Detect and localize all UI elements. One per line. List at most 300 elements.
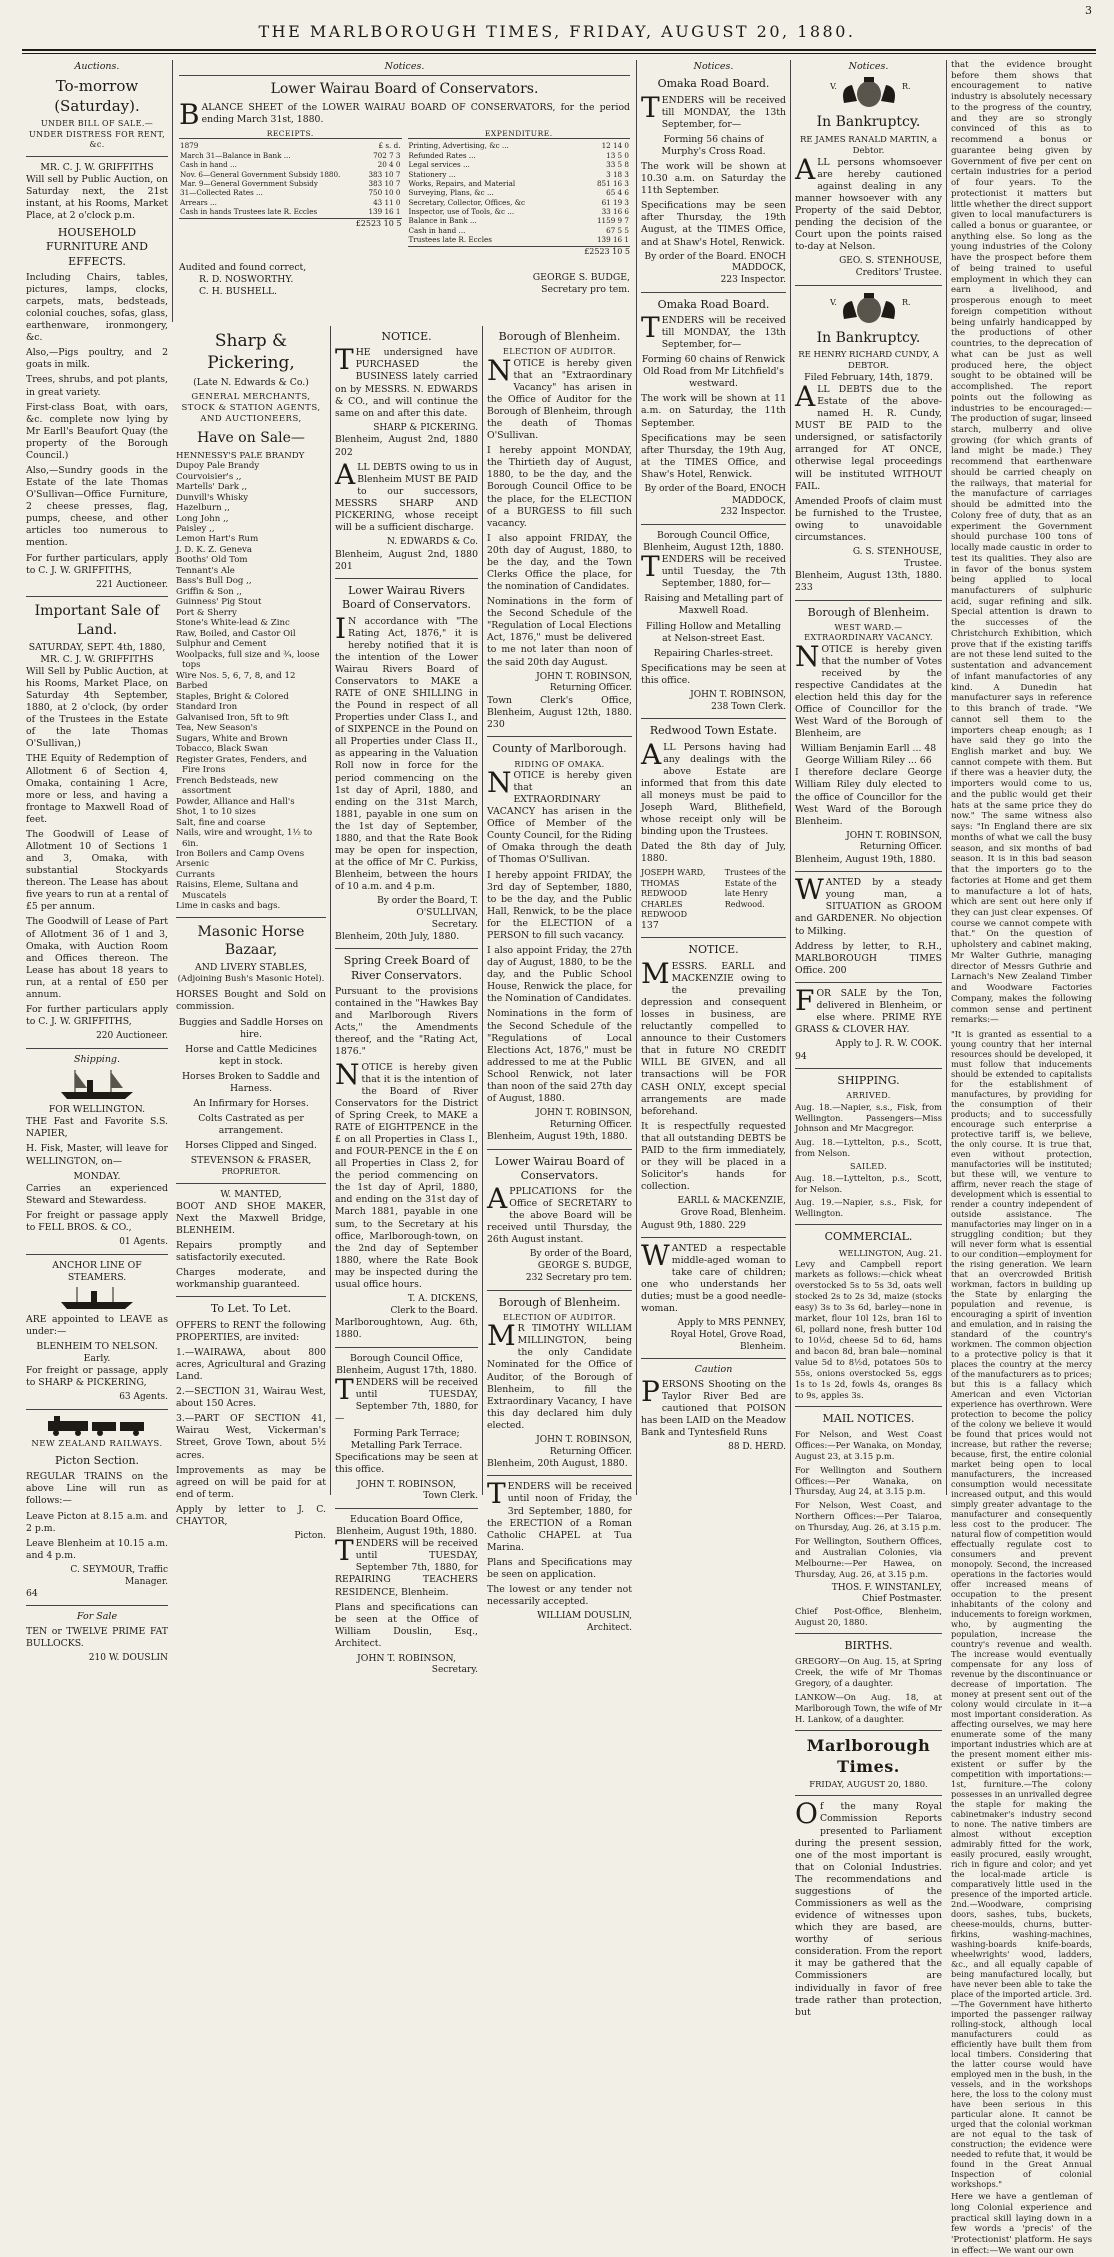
receipts-table [179,141,402,216]
news-dateline: WELLINGTON, Aug. 21. [838,1247,942,1258]
notice-text: Repairing Charles-street. [653,647,774,659]
notice-signature: EARLL & MACKENZIE, [677,1196,786,1207]
trustee-name: THOMAS REDWOOD [641,878,688,899]
ad-text: OFFERS to RENT the following PROPERTIES, are invited: [176,1319,326,1343]
ad-text: For further particulars, apply to C. J. W. GRIFFITHS, [26,552,168,576]
notice-signature: Trustee. [904,558,942,569]
notice-date: Chief Post-Office, Blenheim, August 20, 1880. [795,1606,942,1628]
notice-title: Borough of Blenheim. [498,330,621,343]
column-notices-b [482,326,636,1633]
divider [795,600,942,601]
divider [176,1183,326,1184]
divider [26,1254,168,1255]
notice-signature: GEO. S. STENHOUSE, [839,256,942,267]
notice-title: Borough of Blenheim. [498,1295,621,1309]
notice-date: Blenheim, 20th August, 1880. [487,1458,628,1470]
editorial-text: Of the many Royal Commission Reports presented to Parliament during the present session, one of the most important is that on Colonial Industries. The recommendations and suggestions of the Commissioners as well as the evidence of witnesses upon which they are based, are worthy of serious consideration. From the report it may be gathered that the Commissioners are individually in favor of free trade rather than protection, but [795,1797,942,2018]
account-amount: 851 16 3 [596,178,629,188]
ad-signature: STEVENSON & FRASER, [190,1155,312,1167]
notice-signature: 223 Inspector. [720,274,786,285]
goods-item: Martells' Dark ,, [176,482,248,493]
notice-text: Forming Park Terrace; [353,1428,460,1439]
notice-text: WANTED a respectable middle-aged woman to take care of children; one who understands her duties; must be a good needle-woman. [641,1238,786,1315]
ad-text: Improvements as may be agreed on will be paid for at end of term. [176,1464,326,1500]
goods-item: Powder, Alliance and Hall's [176,796,295,807]
svg-text:V.: V. [829,297,837,307]
goods-item: Staples, Bright & Colored [176,691,289,702]
news-text: For Wellington and Southern Offices:—Per Wanaka, on Thursday, Aug 24, at 3.15 p.m. [795,1464,942,1497]
account-item: Balance in Bank ... [408,216,477,226]
svg-text:R.: R. [901,82,911,92]
page-number: 3 [1085,4,1092,17]
notice-text: TENDERS will be received until TUESDAY, September 7th, 1880, for REPAIRING TEACHERS RESIDENCE, Blenheim. [335,1534,478,1598]
account-row [408,235,631,244]
goods-item: Arsenic [176,859,209,870]
notice-signature: Architect. [587,1622,632,1633]
notice-text: THE undersigned have PURCHASED the BUSINESS lately carried on by MESSRS. N. EDWARDS & CO., and will continue the same on and after this date. [335,343,478,419]
notice-title: Caution [694,1364,733,1376]
notice-text: The work will be shown at 11 a.m. on Saturday, the 11th September. [641,393,786,429]
account-item: Mar. 9—General Government Subsidy [180,178,318,188]
goods-item: Sulphur and Cement [176,639,267,650]
ad-text: The Goodwill of Lease of Allotment 10 of Sections 1 and 3, Omaka, with substantial Stockyards thereon. The Lease has about five years to run at a rental of £5 per annum. [26,828,168,913]
goods-item: Wire Nos. 5, 6, 7, 8, and 12 [176,670,296,681]
account-item: Cash in hand ... [180,160,237,170]
notice-subtitle: ELECTION OF AUDITOR. [503,1312,616,1322]
ad-text: Horse and Cattle Medicines kept in stock. [185,1043,317,1067]
ad-text: Leave Blenheim at 10.15 a.m. and 4 p.m. [26,1537,168,1561]
audit-text: Audited and found correct, [179,261,307,273]
goods-item: Currants [176,869,215,880]
ad-text: For freight or passage apply to FELL BROS. & CO., [26,1209,168,1233]
notice-title: Redwood Town Estate. [649,724,778,738]
ad-headline: Important Sale of Land. [34,603,160,638]
ad-text: Leave Picton at 8.15 a.m. and 2 p.m. [26,1510,168,1534]
news-heading: SHIPPING. [837,1073,900,1087]
notice-date: Blenheim, August 12th, 1880. [643,542,784,554]
news-text: GREGORY—On Aug. 15, at Spring Creek, the wife of Mr Thomas Gregory, of a daughter. [795,1656,942,1689]
firm-trade: GENERAL MERCHANTS, STOCK & STATION AGENTS, AND AUCTIONEERS, [181,392,321,425]
goods-list [176,451,326,912]
notice-text: Specifications may be seen at this office. [641,662,786,686]
newspaper-title: THE MARLBOROUGH TIMES, FRIDAY, AUGUST 20, 1880. [258,22,856,41]
news-heading: BIRTHS. [844,1639,893,1653]
notice-text: Nominations in the form of the Second Schedule of the "Regulation of Local Elections Act, 1876," must be delivered to me not later than noon of the said 20th day August. [487,596,632,668]
goods-item: HENNESSY'S PALE BRANDY [176,450,305,461]
notice-signature: Secretary. [431,919,478,930]
notice-signature: JOHN T. ROBINSON, [356,1479,457,1491]
account-item: Inspector, use of Tools, &c ... [408,206,515,216]
section-heading: Notices. [693,61,734,72]
goods-item: Lime in casks and bags. [176,901,281,912]
goods-item: Nails, wire and wrought, 1½ to 6in. [176,828,313,849]
account-amount: £ s. d. [378,141,401,151]
account-item: Legal services ... [408,160,470,170]
divider [335,948,478,949]
notice-signature: Returning Officer. [549,683,632,694]
ad-text: Trees, shrubs, and pot plants, in great variety. [26,374,168,398]
notice-signature: Town Clerk. [423,1491,478,1502]
notice-text: Specifications may be seen after Thursday, the 19th August, at the TIMES Office, and at Shaw's Hotel, Renwick. [641,200,786,248]
ad-text: Charges moderate, and workmanship guaranteed. [176,1267,326,1291]
notice-signature: Secretary. [431,1665,478,1676]
account-amount: 20 4 0 [377,160,401,170]
news-text: Aug. 19.—Napier, s.s., Fisk, for Wellington. [795,1197,942,1219]
divider [795,1068,942,1069]
ad-number: 94 [795,1050,807,1062]
secretary-title: Secretary pro tem. [541,283,630,295]
notice-signature: 232 Secretary pro tem. [525,1272,632,1283]
ad-headline: NEW ZEALAND RAILWAYS. [31,1438,163,1449]
notice-subtitle: WEST WARD.—EXTRAORDINARY VACANCY. [804,622,933,643]
account-row [408,151,631,160]
paper-date: FRIDAY, AUGUST 20, 1880. [809,1779,928,1790]
account-row [179,141,402,150]
notice-text: I hereby appoint MONDAY, the Thirtieth day of August, 1880, to be the day, and the Borough Council Office to be the place, for the ELECTION of a BURGESS to fill such vacancy. [487,445,632,529]
auctioneer-name: MR. C. J. W. GRIFFITHS [40,653,154,665]
balance-sheet-notice [172,60,636,322]
ad-headline: Masonic Horse Bazaar, [197,923,305,959]
notice-title: NOTICE. [381,330,432,343]
notice-subtitle: RIDING OF OMAKA. [514,759,605,769]
audit-block [179,262,630,298]
account-row [179,198,402,207]
divider [795,1795,942,1796]
ad-headline: For Sale [76,1611,118,1623]
divider [179,75,630,76]
notice-text: APPLICATIONS for the Office of SECRETARY to the above Board will be received until Thursday, the 26th August instant. [487,1182,632,1246]
notice-signature: JOHN T. ROBINSON, [356,1652,457,1664]
notice-signature: JOHN T. ROBINSON, [536,671,632,682]
account-row [179,179,402,188]
steamship-icon [57,1068,137,1102]
news-text: Aug. 18.—Lyttelton, p.s., Scott, from Nelson. [795,1137,942,1159]
steamship-icon [57,1286,137,1312]
notice-text: ALL persons whomsoever are hereby cautioned against dealing in any manner howsoever with any Property of the said Debtor, pending the decision of the Court upon the points raised to-day at Nelson. [795,152,942,253]
divider [26,1605,168,1606]
divider [487,1475,632,1476]
account-item: Nov. 6—General Government Subsidy 1880. [180,169,341,179]
divider [487,736,632,737]
section-heading: Shipping. [73,1053,121,1065]
account-row [179,151,402,160]
ad-text: TEN or TWELVE PRIME FAT BULLOCKS. [26,1625,168,1649]
ad-subhead: (Adjoining Bush's Masonic Hotel). [177,974,325,985]
ad-text: 1.—WAIRAWA, about 800 acres, Agricultural and Grazing Land. [176,1346,326,1383]
notice-title: In Bankruptcy. [816,114,921,131]
account-row [408,226,631,235]
shipping-destination: FOR WELLINGTON. [48,1104,146,1116]
account-row [408,160,631,169]
divider [26,1409,168,1410]
goods-item: Salt, fine and coarse [176,817,266,828]
notice-signature: THOS. F. WINSTANLEY, [831,1582,942,1593]
ad-text: For further particulars apply to C. J. W. GRIFFITHS, [26,1004,168,1028]
notice-text: It is respectfully requested that all outstanding DEBTS be PAID to the firm immediately, or they will be placed in a Solicitor's hands for collection. [641,1120,786,1193]
goods-item: Dupoy Pale Brandy [176,461,260,472]
editorial-text: Here we have a gentleman of long Colonial experience and practical skill laying down in a few words a 'precis' of the 'Protectionist' platform. He says in effect:—We want our own [951,2192,1092,2256]
notice-text: Raising and Metalling part of Maxwell Road. [644,593,783,617]
column-auctions [22,60,172,1663]
goods-item: Shot, 1 to 10 sizes [176,807,256,818]
ad-text: Colts Castrated as per arrangement. [198,1113,304,1137]
account-amount: 43 11 0 [373,197,401,207]
trustee-note: Trustees of the Estate of the late Henry Redwood. [724,868,786,909]
svg-text:R.: R. [901,297,911,307]
account-item: Secretary, Collector, Offices, &c [408,197,526,207]
editorial-text: that the evidence brought before them shows that encouragement to native industry is absolutely necessary to the progress of the country, and they are so strongly convinced of this as to recommend a bonus or guarantee being given by Government of five per cent on certain industries for a period of four years. To the protectionist it matters but little whether the direct support given to local manufacturers is called a bonus or guarantee, or anything else. So long as the young industries of the Colony have the prospect before them of being trained to useful employment in which they can earn a livelihood, and prosperous enough to meet foreign competition without being unfairly handicapped by the productions of other countries, to the deprecation of what can be just as well produced here, the object sought to be obtained will be accomplished. The report points out the following as industries to be encouraged:—The production of sugar, linseed starch, mulberry and olive growing (for which grants of land might be made.) They recommend that earthenware should be carried cheaply on the railways, that material for the manufacture of carriages should be admitted into the Colony free of duty, that as an experiment the Government should purchase 100 tons of locally made caustic in order to test its qualities. They also are in favor of the bonus system being applied to local manufacturers of sulphuric acid, sugar refining and silk. Special attention is drawn to the successes of the Christchurch Exhibition, which prove that if the existing tariffs are not these lend suited to the sustentation and advancement of infant manufactories of any kind. A Dunedin hat manufacturer says in reference to this branch of trade. "We cannot sell them to the importers cheap enough; as I have said they go into the English market and buy. We cannot compete with them. But if there was a heavier duty, the importers would come to us, and the public would get their hats at the same price they do now." The same witness also says: "In England there are six months of what we call the busy season, and six months of bad season. It is in this bad season that the importers go to the factories at Home and get them to manufacture a lot of hats, which are sent out here only if they can just clear expenses. Of course we cannot compete with that." On the question of upholstery and cabinet making, Mr Walter Guthrie, managing director of Messrs Guthrie and Larnach's New Zealand Timber and Woodware Factories Company, makes the following common sense and pertinent remarks:— [951,60,1092,1026]
account-row [179,170,402,179]
divider [641,524,786,525]
news-heading: COMMERCIAL. [824,1230,913,1244]
divider [335,578,478,579]
firm-note: (Late N. Edwards & Co.) [193,377,309,389]
news-text: LANKOW—On Aug. 18, at Marlborough Town, the wife of Mr H. Lankow, of a daughter. [795,1692,942,1724]
notice-date: Blenheim, August 2nd, 1880 202 [335,434,478,458]
account-item: Works, Repairs, and Material [408,178,516,188]
column-sharp-pickering [172,326,330,1541]
divider [335,1347,478,1348]
notice-text: Forming 60 chains of Renwick Old Road from Mr Litchfield's westward. [641,354,786,390]
notice-title: Borough of Blenheim. [807,605,930,619]
account-amount: 67 5 5 [606,225,629,235]
expenditure-account [408,129,631,258]
ad-number: 137 [641,920,659,932]
notice-date: Marlboroughtown, Aug. 6th, 1880. [335,1317,478,1341]
firm-name: Sharp & Pickering, [207,331,295,374]
divider [795,1633,942,1634]
notice-text: PERSONS Shooting on the Taylor River Bed are cautioned that POISON has been LAID on the Meadow Bank and Tyntesfield Runs [641,1374,786,1438]
ad-headline: To Let. To Let. [210,1302,292,1316]
notice-signature: 88 D. HERD. [728,1441,786,1452]
divider [26,156,168,157]
route: BLENHEIM TO NELSON. [36,1340,158,1352]
account-amount: 61 19 3 [601,197,629,207]
paper-nameplate: Marlborough Times. [806,1735,931,1776]
news-subheading: SAILED. [849,1162,888,1172]
trustee-name: CHARLES REDWOOD [641,899,688,919]
locomotive-icon [42,1415,152,1437]
notice-signature: Grove Road, Blenheim. [680,1207,786,1218]
account-row [408,170,631,179]
notice-signature: Returning Officer. [549,1119,632,1130]
notice-title: NOTICE. [688,943,739,957]
goods-item: Dunvill's Whisky [176,492,249,503]
ad-subhead: AND LIVERY STABLES, [195,962,307,974]
goods-item: Raw, Boiled, and Castor Oil [176,628,296,639]
account-amount: 13 5 0 [606,150,629,160]
news-text: For Nelson, and West Coast Offices:—Per Wanaka, on Monday, August 23, at 3.15 p.m. [795,1428,942,1461]
goods-item: Guinness' Pig Stout [176,597,262,608]
notice-signature: T. A. DICKENS, [407,1294,478,1304]
account-item: Arrears ... [180,197,217,207]
ad-headline: W. MANTED, [220,1188,282,1200]
account-item: Surveying, Plans, &c ... [408,188,494,198]
masthead [0,0,1114,52]
receipts-account [179,129,402,258]
ad-signature: 210 W. DOUSLIN [88,1652,168,1663]
notice-signature: By order the Board, T. O'SULLIVAN, [377,896,478,918]
ad-headline: To-morrow (Saturday). [54,77,140,115]
notice-text: WANTED by a steady young man, a SITUATION as GROOM and GARDENER. No objection to Milking. [795,873,942,937]
ad-subhead: UNDER BILL OF SALE.—UNDER DISTRESS FOR RENT, &c. [28,119,166,150]
account-amount: 65 4 6 [606,188,629,198]
goods-item: Hazelburn ,, [176,503,230,514]
candidate-votes: William Benjamin Earll ... 48 [800,743,937,755]
divider [487,1290,632,1291]
notice-signature: Chief Postmaster. [861,1594,942,1605]
account-amount: 383 10 7 [368,169,401,179]
ad-text: Will Sell by Public Auction, at his Rooms, Market Place, on Saturday 4th September, 1880, at 2 o'clock, (by order of the Trustees in the Estate of the late Thomas O'Sullivan,) [26,665,168,750]
notice-text: Metalling Park Terrace. [350,1440,463,1452]
news-text: Levy and Campbell report markets as follows:—chick wheat overstocked 5s to 5s 3d, oats well stocked 2s to 2s 3d, maize (stocks easy) 3s to 3s 6d, barley—none in market, flour 10l 12s, bran 16l to 6l, pollard none, fresh butter 10d to 10½d, cheese 5d to 6d, hams and bacon 8d, bran bale—nominal value 5d to 8½d, potatoes 50s to 55s, onions overstocked 5s, eggs 1s to 1s 2d, fowls 4s, oranges 8s to 9s, apples 3s. [795,1258,942,1400]
account-row [408,207,631,216]
news-text: Aug. 18.—Lyttelton, p.s., Scott, for Nelson. [795,1172,942,1194]
column-bankruptcy-news [790,60,946,2018]
notice-date: Blenheim, August 19th, 1880. [336,1526,477,1538]
top-rule-thin [22,53,1096,54]
divider [176,917,326,918]
notice-date: Dated the 8th day of July, 1880. [641,841,786,865]
notice-signature: N. EDWARDS & Co. [386,537,478,548]
notice-signature: Apply to MRS PENNEY, [677,1318,786,1329]
notice-signature: Address by letter, to R.H., MARLBOROUGH TIMES Office. 200 [795,940,942,976]
office-name: Borough Council Office, [349,1352,463,1364]
divider [641,937,786,938]
ad-text: 3.—PART OF SECTION 41, Wairau West, Vickerman's Street, Grove Town, about 5½ acres. [176,1413,326,1461]
royal-arms-icon [824,291,914,325]
trustees-block [641,868,786,920]
ad-signature: C. SEYMOUR, Traffic Manager. [70,1564,168,1587]
candidate-votes: George William Riley ... 66 [805,755,932,767]
goods-item: Standard Iron [176,702,238,713]
notice-text: TENDERS will be received until TUESDAY, September 7th, 1880, for— [335,1372,478,1424]
goods-item: Tea, New Season's [176,723,258,734]
account-row [408,216,631,225]
notice-signature: Apply to J. R. W. COOK. [835,1039,942,1050]
notice-text: Specifications may be seen at this office. [335,1452,478,1476]
goods-item: Booths' Old Tom [176,555,248,566]
notice-signature: Royal Hotel, Grove Road, Blenheim. [670,1329,786,1352]
notice-date: Blenheim, August 17th, 1880. [336,1364,477,1376]
notice-text: I hereby appoint FRIDAY, the 3rd day of September, 1880, to be the day, and the Public Hall, Renwick, to be the place for the ELECTION of a PERSON to fill such vacancy. [487,869,632,941]
debtor-name: RE HENRY RICHARD CUNDY, A DEBTOR. [798,349,939,371]
ad-text: Apply by letter to J. C. CHAYTOR, [176,1503,326,1527]
divider [335,1508,478,1509]
account-amount: 139 16 1 [596,235,629,245]
goods-item: Paisley ,, [176,523,215,534]
ad-text: REGULAR TRAINS on the above Line will run as follows:— [26,1471,168,1507]
notice-signature: By order of the Board, GEORGE S. BUDGE, [529,1249,632,1272]
goods-item: Tobacco, Black Swan [176,744,268,755]
account-row [179,188,402,197]
expenditure-table [408,141,631,244]
auctioneer-name: MR. C. J. W. GRIFFITHS [40,161,154,173]
account-item: March 31—Balance in Bank ... [180,150,291,160]
account-amount: 3 18 3 [606,169,629,179]
receipts-title: RECEIPTS. [179,129,402,140]
notice-text: I also appoint FRIDAY, the 20th day of August, 1880, to be the day, and the Town Clerks Office the place, for the nomination of Candidates. [487,532,632,593]
section-heading: Auctions. [74,61,120,72]
notice-signature: JOHN T. ROBINSON, [690,689,786,700]
royal-arms-icon [824,75,914,109]
receipts-total: £2523 10 5 [179,218,402,229]
ad-text: Will sell by Public Auction, on Saturday next, the 21st instant, at his Rooms, Market Place, at 2 o'clock p.m. [26,173,168,221]
goods-item: Barbed [176,681,208,692]
notice-text: TENDERS will be received until noon of Friday, the 3rd September, 1880, for the ERECTION of a Roman Catholic CHAPEL at Tua Marina. [487,1477,632,1553]
section-heading: Notices. [848,61,889,72]
notice-text: NOTICE is hereby given that an "Extraordinary Vacancy" has arisen in the Office of Auditor for the Borough of Blenheim, through the death of Thomas O'Sullivan. [487,353,632,442]
account-amount: 33 16 6 [601,206,629,216]
notice-signature: Returning Officer. [859,842,942,853]
ad-headline: HOUSEHOLD FURNITURE AND EFFECTS. [46,225,148,268]
notice-signature: JOHN T. ROBINSON, [536,1434,632,1445]
notice-title: Lower Wairau Rivers Board of Conservators. [341,583,471,612]
notice-signature: 232 Inspector. [720,507,786,518]
notice-signature: Clerk to the Board. [390,1305,478,1316]
account-amount: 12 14 0 [601,141,629,151]
expenditure-title: EXPENDITURE. [408,129,631,140]
ad-text: Also,—Sundry goods in the Estate of the late Thomas O'Sullivan—Office Furniture, 2 cheese presses, flag, pumps, cheese, and other articles too numerous to mention. [26,464,168,549]
notice-text: Filling Hollow and Metalling at Nelson-street East. [646,620,781,644]
section-heading: Notices. [384,61,425,72]
ad-text: H. Fisk, Master, will leave for WELLINGTON, on— [26,1143,168,1167]
notice-signature: By order of the Board. ENOCH MADDOCK, [644,251,786,274]
notice-text: ALL Persons having had any dealings with the above Estate are informed that from this date all moneys must be paid to Joseph Ward, Blithefield, whose receipt only will be binding upon the Trustees. [641,737,786,838]
notice-text: Amended Proofs of claim must be furnished to the Trustee, owing to unavoidable circumstances. [795,495,942,543]
account-amount: 383 10 7 [368,178,401,188]
divider [26,596,168,597]
account-item: Trustees late R. Eccles [408,235,492,245]
ad-subhead: Picton Section. [54,1454,140,1468]
notice-text: ALL DEBTS owing to us in Blenheim MUST BE PAID to our successors, MESSRS SHARP AND PICKERING, whose receipt will be a sufficient discharge. [335,457,478,533]
divider [641,292,786,293]
notice-title: County of Marlborough. [492,742,627,756]
notice-text: Pursuant to the provisions contained in the "Hawkes Bay and Marlborough Rivers Acts," the Amendments thereof, and the "Rating Act, 1876." [335,986,478,1058]
ad-text: An Infirmary for Horses. [193,1098,309,1110]
notice-title: Spring Creek Board of River Conservators. [343,954,470,982]
notice-text: Specifications may be seen after Thursday, the 19th Aug, at the TIMES Office, and Shaw's Hotel, Renwick. [641,432,786,480]
divider [26,1048,168,1049]
ad-text: Horses Clipped and Singed. [185,1140,317,1152]
notice-date: Blenheim, August 2nd, 1880 201 [335,548,478,572]
notice-date: Blenheim, August 19th, 1880. [795,854,936,866]
divider [487,1149,632,1150]
ad-signature: Picton. [294,1530,326,1541]
goods-item: Port & Sherry [176,607,237,618]
column-notices-a [330,326,482,1676]
ad-text: BOOT AND SHOE MAKER, Next the Maxwell Bridge, BLENHEIM. [176,1200,326,1237]
news-subheading: ARRIVED. [846,1091,891,1101]
notice-text: NOTICE is hereby given that the number of Votes received by the respective Candidates at the election held this day for the Office of Councillor for the West Ward of the Borough of Blenheim, are [795,639,942,740]
office-name: Borough Council Office, [656,530,770,542]
divider [795,1406,942,1407]
ad-headline: ANCHOR LINE OF STEAMERS. [52,1259,142,1283]
notice-subtitle: ELECTION OF AUDITOR. [503,347,616,357]
ad-signature: 220 Auctioneer. [96,1031,168,1042]
ad-text: Early. [83,1353,111,1365]
ad-signature: 63 Agents. [119,1392,168,1403]
notice-text: Nominations in the form of the Second Schedule of the "Regulations of Local Elections Act, 1876," must be addressed to me at the Public School Renwick, not later than noon of the said 27th day of August, 1880. [487,1008,632,1104]
account-row [408,141,631,150]
account-item: Printing, Advertising, &c ... [408,141,509,151]
notice-text: TENDERS will be received until Tuesday, the 7th September, 1880, for— [641,550,786,590]
notice-signature: WILLIAM DOUSLIN, [537,1611,632,1622]
ad-text: For freight or passage, apply to SHARP & PICKERING, [26,1365,168,1389]
notice-title: Omaka Road Board. [657,297,770,311]
account-amount: 1159 9 7 [596,216,629,226]
goods-item: French Bedsteads, new assortment [176,775,279,797]
